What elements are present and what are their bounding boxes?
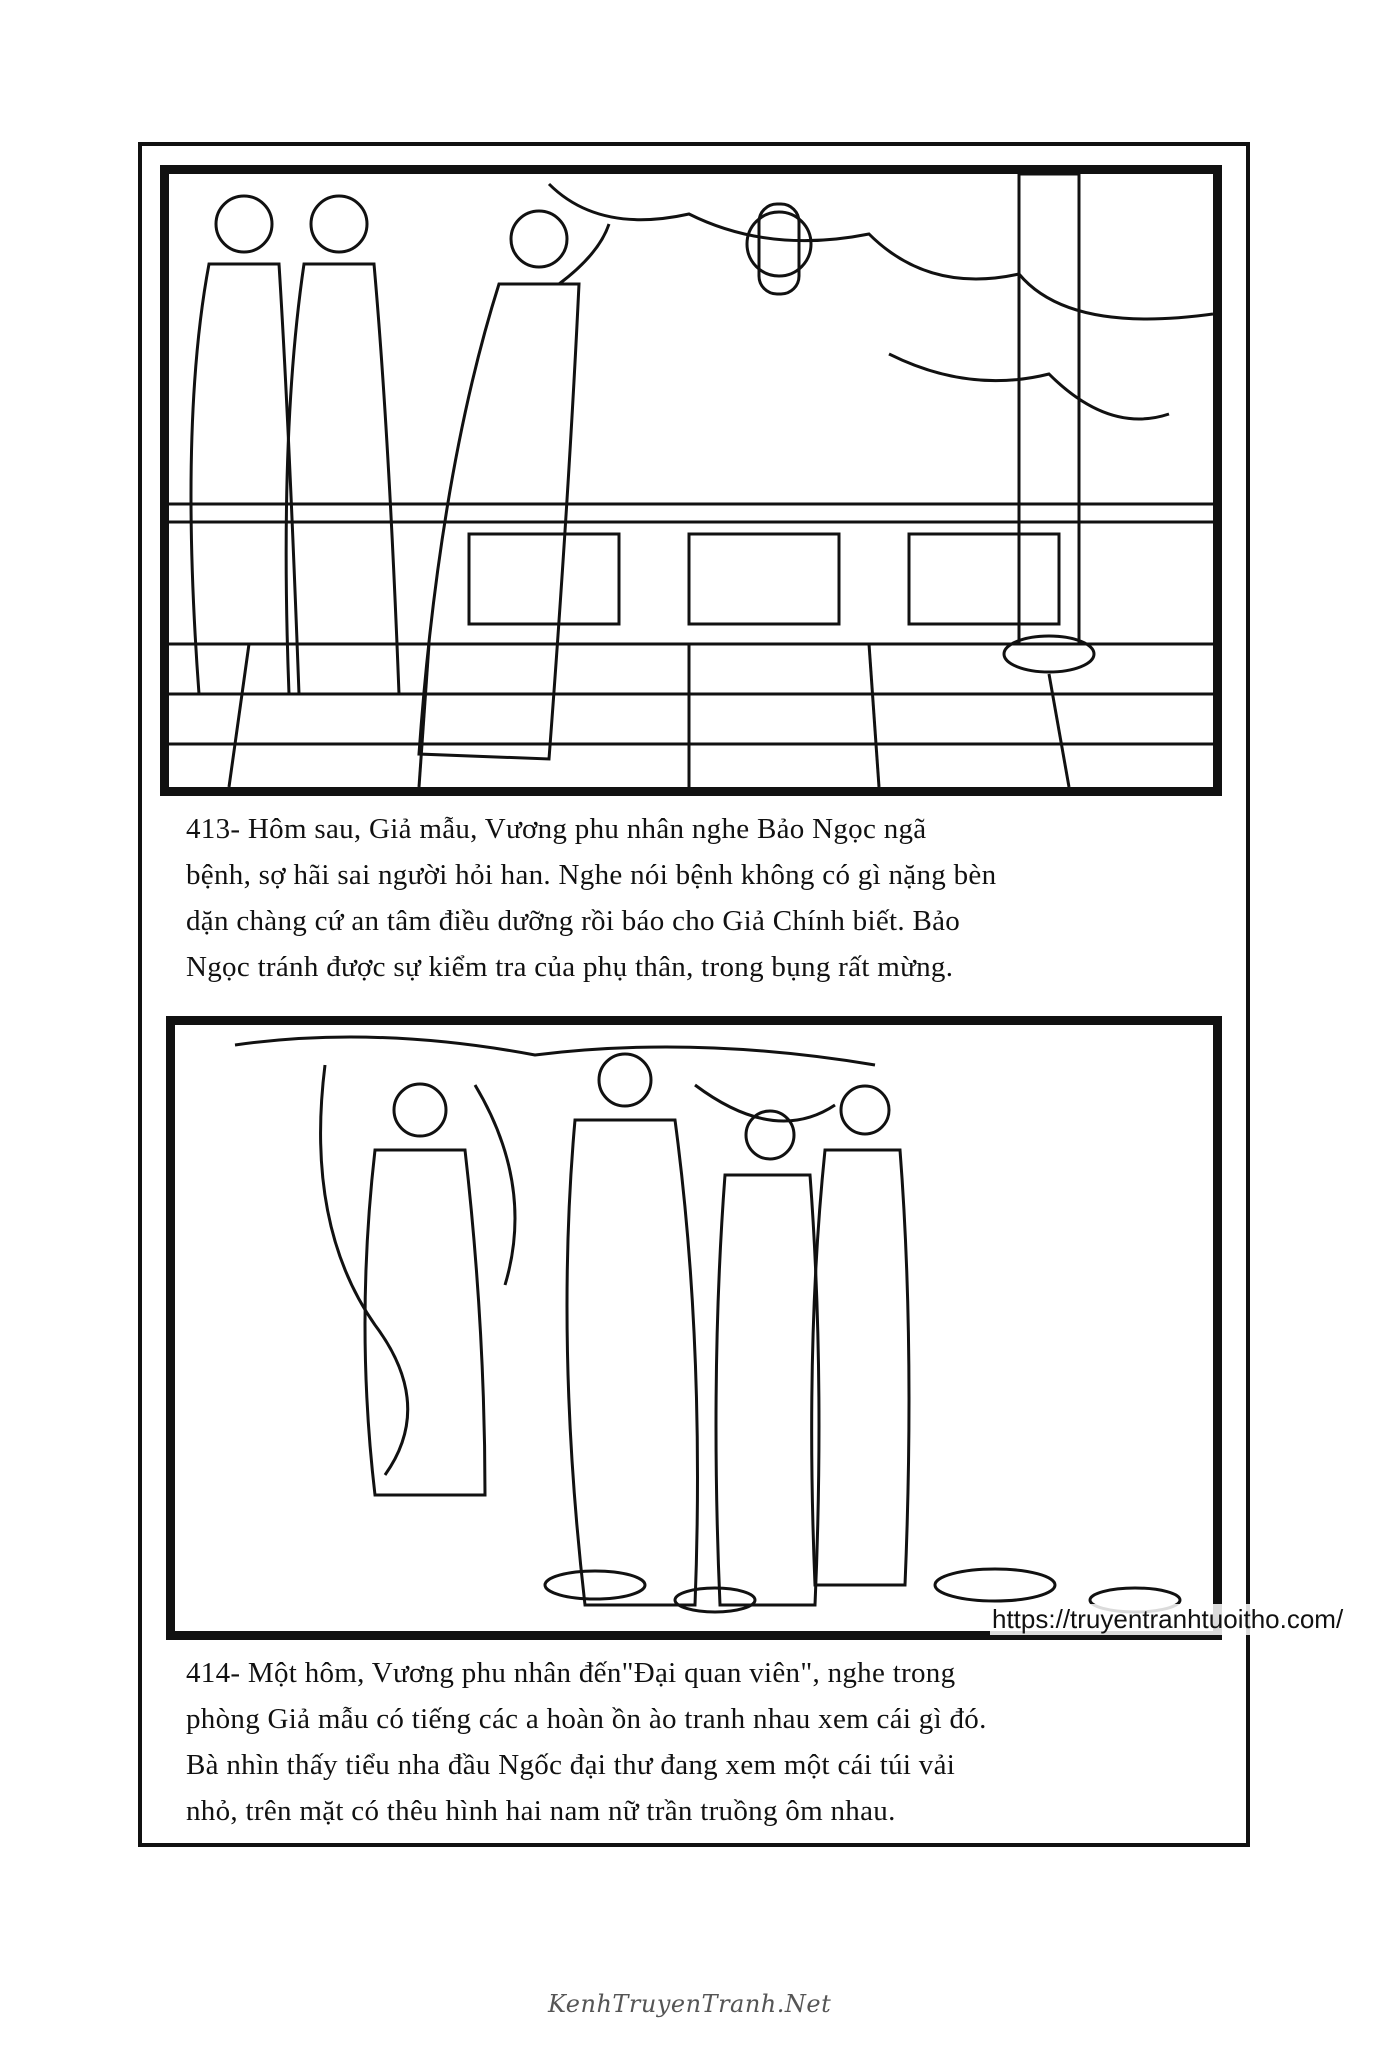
- comic-panel-414: [166, 1016, 1222, 1640]
- panel-413-caption: [186, 806, 1210, 990]
- panel-414-caption: [186, 1650, 1210, 1834]
- caption-line: dặn chàng cứ an tâm điều dưỡng rồi báo cho Giả Chính biết. Bảo: [186, 905, 961, 937]
- caption-line: bệnh, sợ hãi sai người hỏi han. Nghe nói bệnh không có gì nặng bèn: [186, 859, 997, 891]
- panel-413-illustration: [169, 174, 1213, 787]
- comic-panel-413: [160, 165, 1222, 796]
- caption-line: 413- Hôm sau, Giả mẫu, Vương phu nhân nghe Bảo Ngọc ngã: [186, 813, 927, 845]
- panel-414-illustration: [175, 1025, 1213, 1631]
- watermark-url: https://truyentranhtuoitho.com/: [992, 1604, 1344, 1634]
- caption-line: 414- Một hôm, Vương phu nhân đến"Đại quan viên", nghe trong: [186, 1657, 956, 1689]
- caption-line: Bà nhìn thấy tiểu nha đầu Ngốc đại thư đang xem một cái túi vải: [186, 1749, 956, 1781]
- caption-line: nhỏ, trên mặt có thêu hình hai nam nữ trần truồng ôm nhau.: [186, 1795, 896, 1827]
- caption-line: phòng Giả mẫu có tiếng các a hoàn ồn ào tranh nhau xem cái gì đó.: [186, 1703, 987, 1735]
- caption-line: Ngọc tránh được sự kiểm tra của phụ thân, trong bụng rất mừng.: [186, 951, 954, 983]
- footer-logo: KenhTruyenTranh.Net: [548, 1990, 832, 2018]
